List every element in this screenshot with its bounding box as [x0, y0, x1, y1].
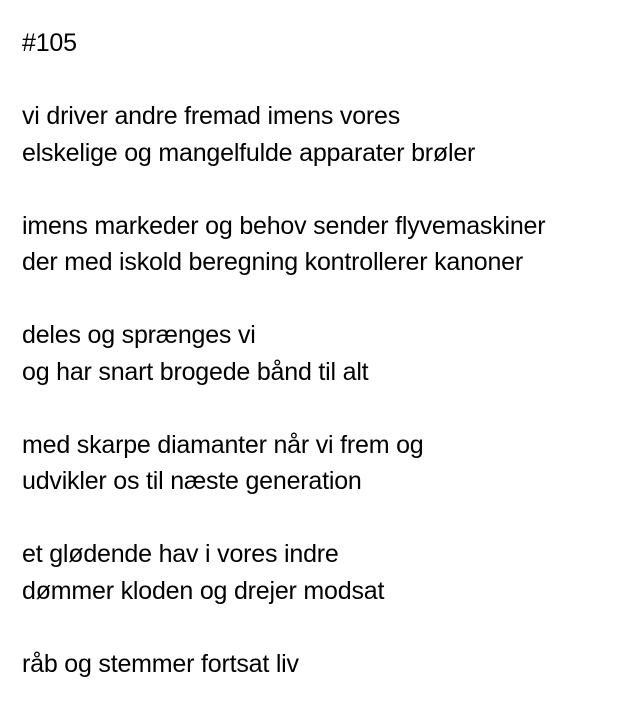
- poem-number: #105: [22, 29, 77, 57]
- poem: [22, 25, 622, 682]
- stanza-gap: [22, 390, 622, 427]
- stanza-gap: [22, 281, 622, 318]
- stanza-5: [22, 536, 622, 609]
- stanza-2: [22, 208, 622, 281]
- poem-line: dømmer kloden og drejer modsat: [22, 576, 385, 605]
- stanza-gap: [22, 500, 622, 537]
- stanza-6: [22, 646, 622, 683]
- stanza-gap: [22, 171, 622, 208]
- stanza-gap: [22, 609, 622, 646]
- stanza-4: [22, 427, 622, 500]
- poem-line: udvikler os til næste generation: [22, 467, 362, 495]
- stanza-1: [22, 98, 622, 171]
- poem-line: et glødende hav i vores indre: [22, 540, 339, 568]
- poem-line: råb og stemmer fortsat liv: [22, 649, 299, 678]
- poem-line: og har snart brogede bånd til alt: [22, 357, 369, 386]
- poem-line: elskelige og mangelfulde apparater brøler: [22, 138, 476, 167]
- stanza-gap: [22, 62, 622, 99]
- stanza-3: [22, 317, 622, 390]
- poem-line: der med iskold beregning kontrollerer kanoner: [22, 248, 524, 276]
- poem-line: imens markeder og behov sender flyvemaskiner: [22, 211, 546, 240]
- poem-line: deles og sprænges vi: [22, 321, 256, 349]
- poem-line: med skarpe diamanter når vi frem og: [22, 430, 424, 459]
- poem-line: vi driver andre fremad imens vores: [22, 102, 401, 130]
